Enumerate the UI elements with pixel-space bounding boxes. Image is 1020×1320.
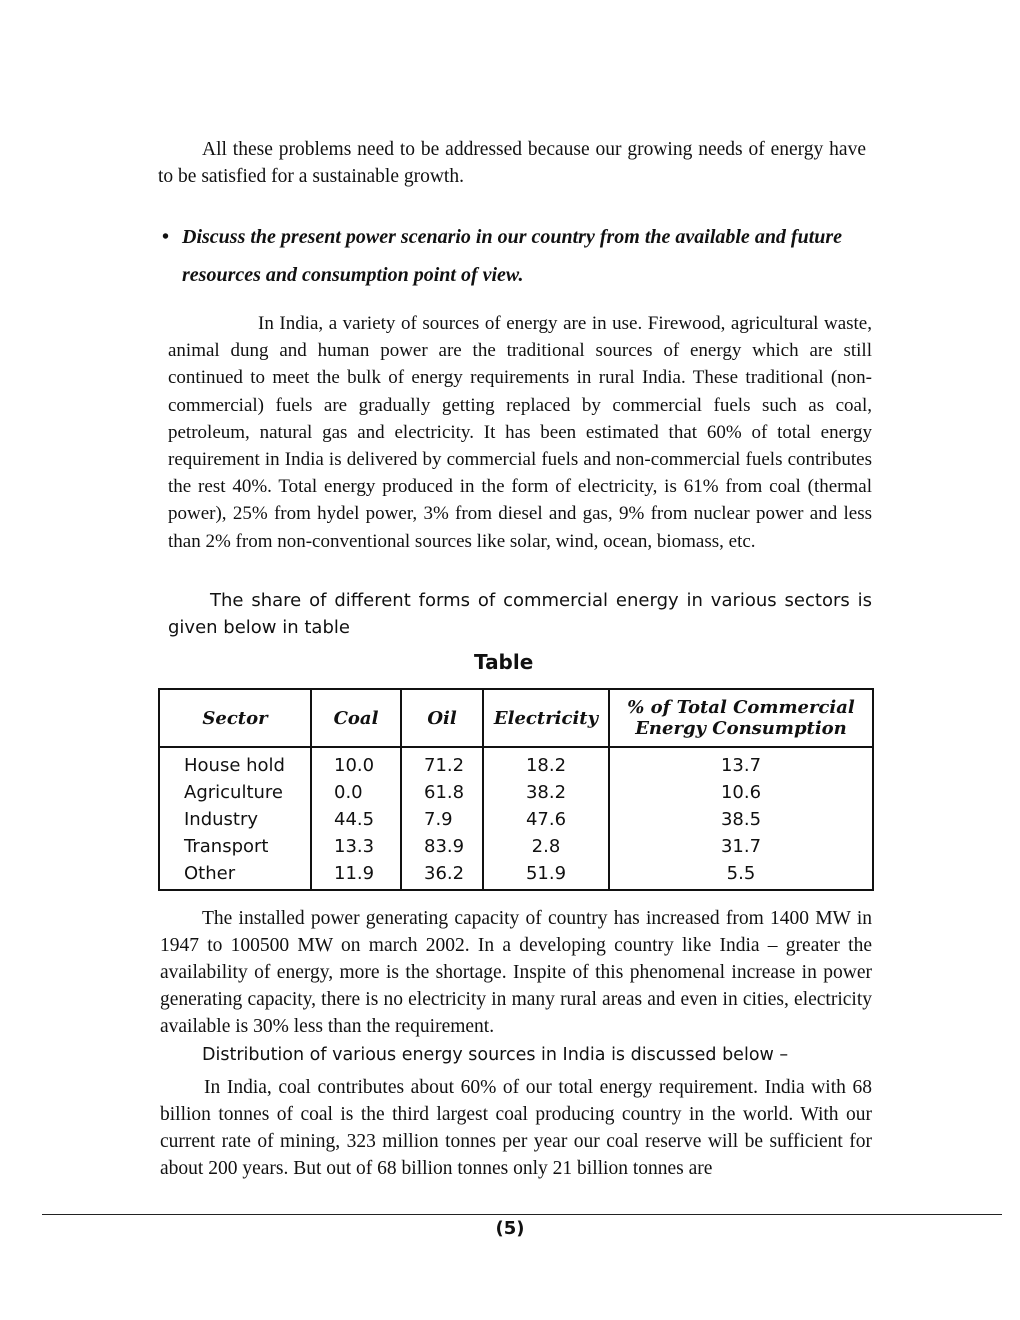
cell-sector: Agriculture xyxy=(159,779,311,806)
coal-paragraph: In India, coal contributes about 60% of our total energy requirement. India with 68 billion tonnes of coal is the third largest coal producing country in the world. With our current rate of mining, 323 million tonnes per year our coal reserve will be sufficient for about 200 years. But out of 68 billion tonnes only 21 billion tonnes are xyxy=(160,1077,872,1179)
cell-sector: Other xyxy=(159,860,311,890)
cell-oil: 71.2 xyxy=(401,747,483,779)
table-intro-paragraph: The share of different forms of commercial energy in various sectors is given below in table xyxy=(168,590,872,638)
table-caption: Table xyxy=(474,650,534,674)
header-sector: Sector xyxy=(159,689,311,747)
table-row xyxy=(159,860,873,890)
header-electricity: Electricity xyxy=(483,689,609,747)
table-row xyxy=(159,833,873,860)
cell-oil: 7.9 xyxy=(401,806,483,833)
cell-electricity: 47.6 xyxy=(483,806,609,833)
header-coal: Coal xyxy=(311,689,401,747)
bullet-icon: • xyxy=(162,226,170,248)
cell-coal: 0.0 xyxy=(311,779,401,806)
question-text: Discuss the present power scenario in our country from the available and future resources and consumption point of view. xyxy=(182,226,843,286)
distribution-intro-paragraph: Distribution of various energy sources in India is discussed below – xyxy=(202,1045,789,1065)
energy-share-table xyxy=(158,688,874,891)
cell-electricity: 38.2 xyxy=(483,779,609,806)
table-row xyxy=(159,806,873,833)
intro-paragraph: All these problems need to be addressed because our growing needs of energy have to be satisfied for a sustainable growth. xyxy=(158,139,866,187)
cell-sector: Industry xyxy=(159,806,311,833)
capacity-paragraph: The installed power generating capacity of country has increased from 1400 MW in 1947 to 100500 MW on march 2002. In a developing country like India – greater the availability of energy, more is the shortage. Inspite of this phenomenal increase in power generating capacity, there is no electricity in many rural areas and even in cities, electricity available is 30% less than the requirement. xyxy=(160,908,872,1037)
header-total-consumption: % of Total Commercial Energy Consumption xyxy=(609,689,873,747)
cell-sector: Transport xyxy=(159,833,311,860)
table-row xyxy=(159,747,873,779)
cell-electricity: 18.2 xyxy=(483,747,609,779)
cell-coal: 44.5 xyxy=(311,806,401,833)
table-header-row xyxy=(159,689,873,747)
cell-coal: 10.0 xyxy=(311,747,401,779)
page-number: (5) xyxy=(495,1218,525,1239)
cell-total: 13.7 xyxy=(609,747,873,779)
cell-electricity: 2.8 xyxy=(483,833,609,860)
cell-total: 5.5 xyxy=(609,860,873,890)
cell-oil: 61.8 xyxy=(401,779,483,806)
cell-oil: 83.9 xyxy=(401,833,483,860)
cell-sector: House hold xyxy=(159,747,311,779)
cell-coal: 11.9 xyxy=(311,860,401,890)
cell-total: 10.6 xyxy=(609,779,873,806)
cell-total: 31.7 xyxy=(609,833,873,860)
cell-coal: 13.3 xyxy=(311,833,401,860)
header-oil: Oil xyxy=(401,689,483,747)
energy-sources-paragraph: In India, a variety of sources of energy are in use. Firewood, agricultural waste, animal dung and human power are the traditional sources of energy which are still continued to meet the bulk of energy requirements in rural India. These traditional (non-commercial) fuels are gradually getting replaced by commercial fuels such as coal, petroleum, natural gas and electricity. It has been estimated that 60% of total energy requirement in India is delivered by commercial fuels and non-commercial fuels contributes the rest 40%. Total energy produced in the form of electricity, is 61% from coal (thermal power), 25% from hydel power, 3% from diesel and gas, 9% from nuclear power and less than 2% from non-conventional sources like solar, wind, ocean, biomass, etc. xyxy=(168,313,872,552)
discussion-question xyxy=(162,218,862,294)
table-row xyxy=(159,779,873,806)
cell-oil: 36.2 xyxy=(401,860,483,890)
cell-total: 38.5 xyxy=(609,806,873,833)
cell-electricity: 51.9 xyxy=(483,860,609,890)
footer-divider xyxy=(42,1214,1002,1215)
